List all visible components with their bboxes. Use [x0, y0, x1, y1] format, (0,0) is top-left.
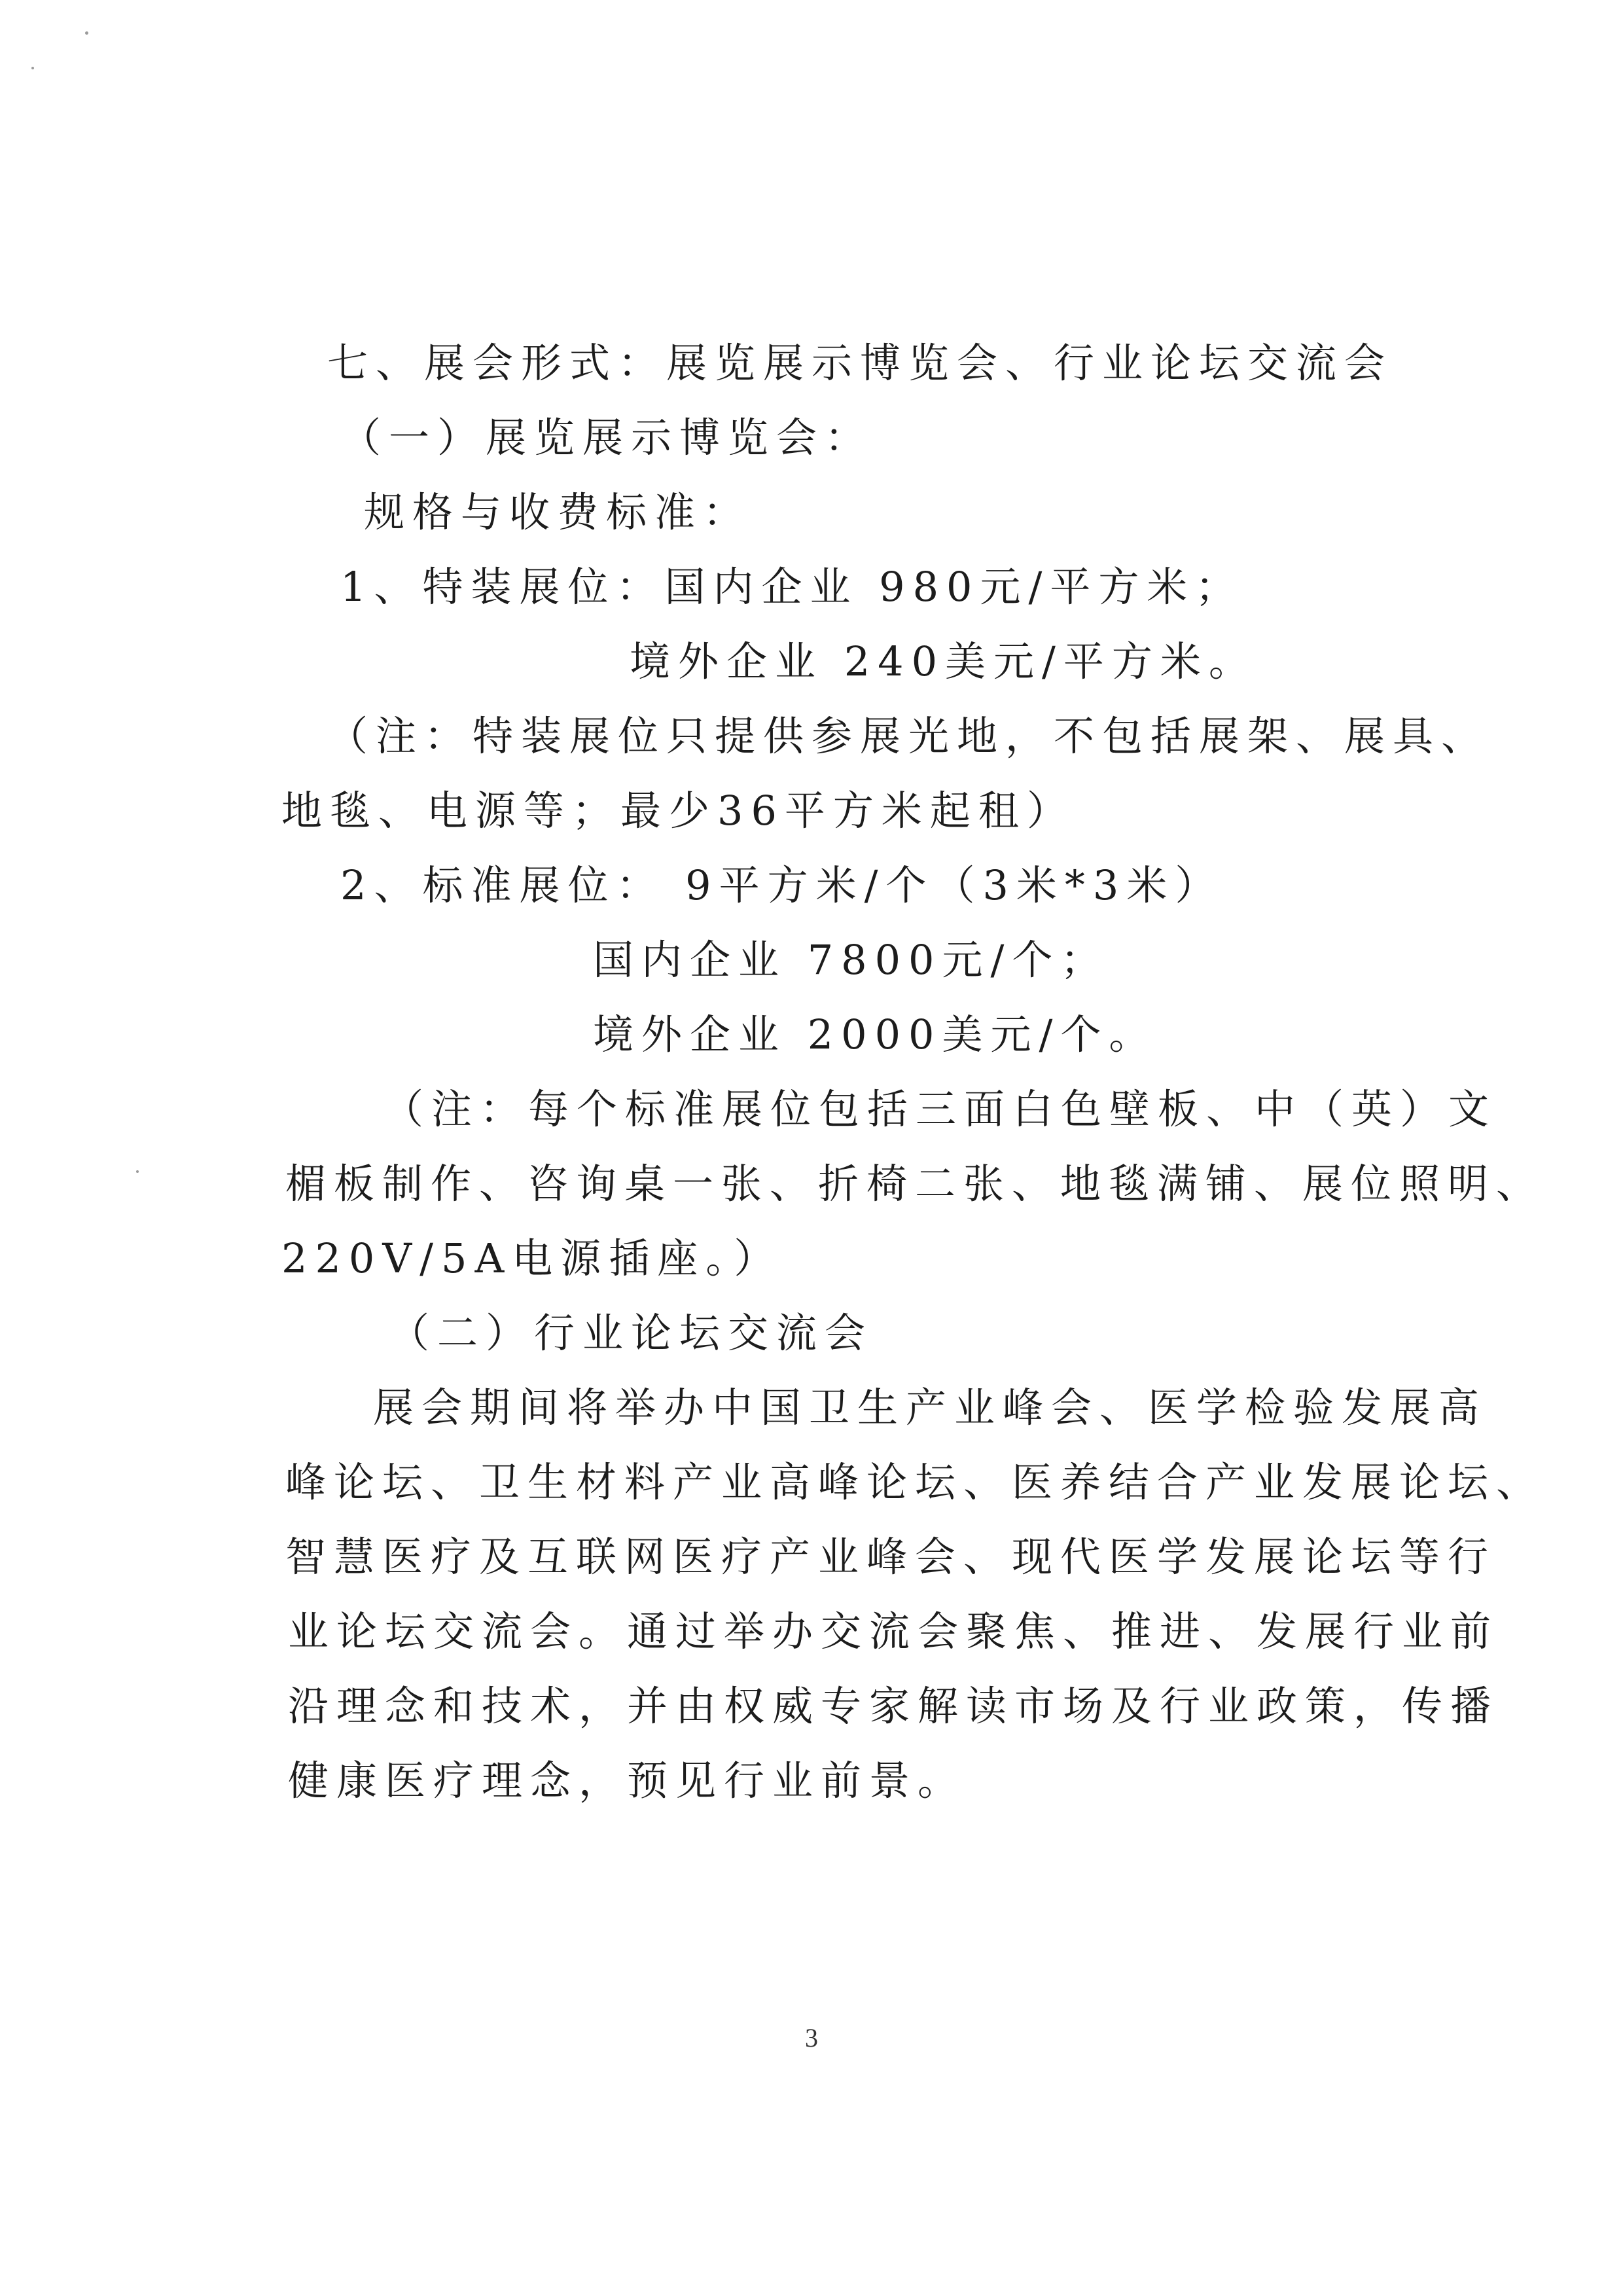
forum-paragraph-line-3: 智慧医疗及互联网医疗产业峰会、现代医学发展论坛等行	[285, 1533, 1497, 1581]
scan-speck	[85, 31, 88, 35]
forum-paragraph-line-6: 健康医疗理念，预见行业前景。	[288, 1757, 967, 1804]
standard-booth-overseas-price: 境外企业 2000美元/个。	[593, 1011, 1158, 1058]
pricing-standards-label: 规格与收费标准：	[364, 488, 752, 536]
special-booth-note-line-2: 地毯、电源等；最少36平方米起租）	[281, 787, 1075, 834]
forum-paragraph-line-1: 展会期间将举办中国卫生产业峰会、医学检验发展高	[373, 1384, 1488, 1431]
page-number: 3	[805, 2023, 818, 2053]
standard-booth-spec: 2、标准展位： 9平方米/个（3米*3米）	[340, 861, 1224, 909]
section-heading-exhibition-format: 七、展会形式：展览展示博览会、行业论坛交流会	[327, 339, 1393, 387]
standard-booth-note-line-3: 220V/5A电源插座。）	[281, 1234, 783, 1282]
special-booth-note-line-1: （注：特装展位只提供参展光地，不包括展架、展具、	[327, 712, 1490, 760]
special-booth-overseas-price: 境外企业 240美元/平方米。	[630, 637, 1257, 685]
standard-booth-note-line-1: （注：每个标准展位包括三面白色壁板、中（英）文	[383, 1085, 1497, 1133]
subsection-heading-forum: （二）行业论坛交流会	[389, 1309, 874, 1357]
subsection-heading-exhibition: （一）展览展示博览会：	[340, 414, 874, 461]
scan-speck	[31, 67, 34, 69]
scan-speck	[136, 1170, 139, 1173]
special-booth-domestic-price: 1、特装展位：国内企业 980元/平方米；	[340, 563, 1244, 611]
standard-booth-domestic-price: 国内企业 7800元/个；	[593, 936, 1109, 984]
forum-paragraph-line-4: 业论坛交流会。通过举办交流会聚焦、推进、发展行业前	[288, 1607, 1499, 1655]
standard-booth-note-line-2: 楣板制作、咨询桌一张、折椅二张、地毯满铺、展位照明、	[285, 1160, 1545, 1208]
forum-paragraph-line-5: 沿理念和技术，并由权威专家解读市场及行业政策，传播	[288, 1682, 1499, 1730]
forum-paragraph-line-2: 峰论坛、卫生材料产业高峰论坛、医养结合产业发展论坛、	[285, 1458, 1545, 1506]
